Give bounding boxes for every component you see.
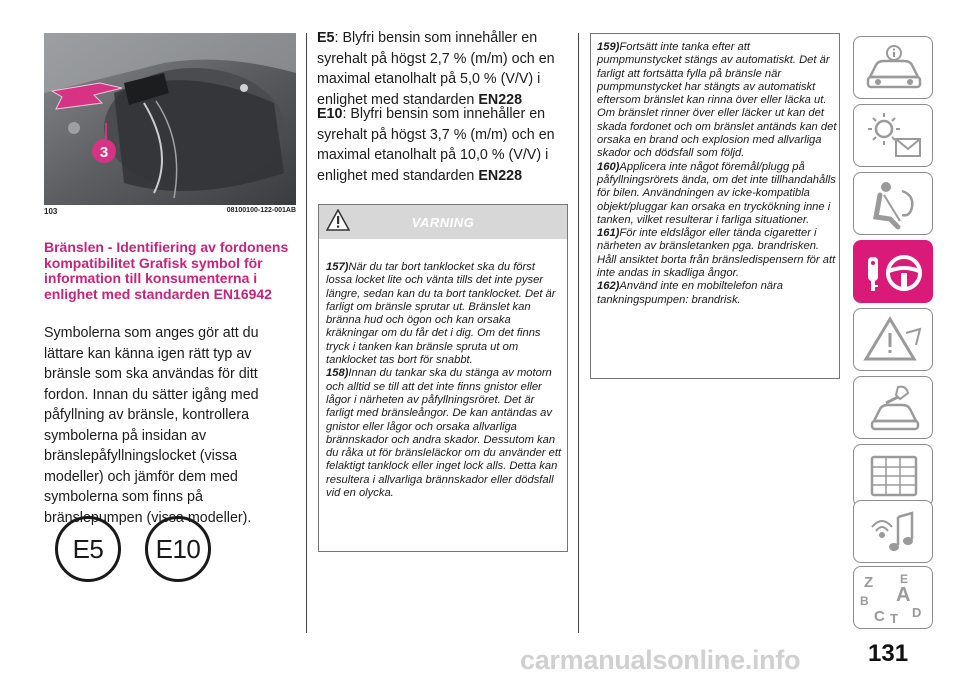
sidebar-tab-safety[interactable] [853,172,933,235]
spec-table-icon [854,445,934,508]
section-heading: Bränslen - Identifiering av fordonens kompatibilitet Grafisk symbol för information till konsumenterna i enlighet med standarden EN16942 [44,239,289,302]
warning-item-text: Innan du tankar ska du stänga av motorn och alltid se till att det inte finns gnistor eller lågor i närheten av påfyllningsröret. Det är farligt med bränsleångor. De kan antändas av gnistor eller lågor och orsaka allvarliga brännskador och andra skador. Dessutom kan du råka ut för bränsleläckor om du använder ett felaktigt tanklock eller inget lock alls. Detta kan resultera i allvarliga brännskador eller dödsfall vid en olycka. [326,367,562,500]
warning-item-text: När du tar bort tanklocket ska du först lossa locket lite och vänta tills det inte pyser längre, sedan kan du ta bort tanklocket. Det är farligt om bränsle sprutar ut. Bränslet kan bränna hud och ögon och kan orsaka kräkningar om du får det i dig. Om det finns tryck i tanken kan bränsle spruta ut om tanklocket tas bort för snabbt. [326,261,556,367]
e10-definition [317,104,569,186]
notes-box [590,33,840,379]
sidebar-tab-lights[interactable] [853,104,933,167]
figure-caption [44,207,296,219]
column-divider [306,33,307,633]
index-letter: B [860,594,869,608]
figure-code: 08100100-122-001AB [226,207,296,214]
index-letter: E [900,572,909,586]
figure-number: 103 [44,207,58,216]
fuel-symbols [40,516,220,586]
sidebar-tab-maintenance[interactable] [853,376,933,439]
intro-paragraph: Symbolerna som anges gör att du lättare kan känna igen rätt typ av bränsle som ska användas för ditt fordon. Innan du sätter igång med påfyllning av bränsle, kontrollera symbolerna på insidan av bränslepåfyllningslocket (vissa modeller) och jämför dem med symbolerna som finns på bränslepumpen (vissa modeller). [44,325,259,526]
warning-text [326,261,564,500]
lights-warning-icon [854,105,934,168]
watermark: carmanualsonline.info [520,645,801,675]
e5-symbol: E5 [55,516,121,582]
index-letter: C [874,608,885,625]
alphabetical-index-icon [854,567,934,630]
note-number: 162) [597,280,620,293]
key-steering-wheel-icon [854,241,934,304]
sidebar-tab-index[interactable] [853,566,933,629]
sidebar-tab-multimedia[interactable] [853,500,933,563]
note-text: Använd inte en mobiltelefon nära tankningspumpen: brandrisk. [597,280,783,306]
e5-description: : Blyfri bensin som innehåller en syrehalt på högst 2,7 % (m/m) och en maximal etanolhalt på 5,0 % (V/V) i enlighet med standarden [317,30,555,108]
sidebar-tab-emergency[interactable] [853,308,933,371]
e10-code: E10 [317,106,343,122]
note-number: 159) [597,41,620,53]
note-text: För inte eldslågor eller tända cigaretter i närheten av bränsletanken pga. brandrisken. Håll ansiktet borta från bränsledispensern för att inte andas in skadliga ångor. [597,227,836,280]
e5-code: E5 [317,30,335,46]
multimedia-icon [854,501,934,564]
warning-triangle-icon [854,309,934,372]
note-text: Applicera inte något föremål/plugg på påfyllningsrörets ända, om det inte tillhandahålls för bilen. Användningen av icke-kompatibla objekt/pluggar kan orsaka en tryckökning inne i tanken, vilket resulterar i farliga situationer. [597,160,836,226]
fuel-cap-photo [44,33,296,205]
column-divider [578,33,579,633]
note-text: Fortsätt inte tanka efter att pumpmunstycket stängs av automatiskt. Det är farligt att fortsätta fylla på bränsle när pumpmunstycket har stängts av automatiskt eftersom bränslet kan rinna över eller läcka ut. Om bränslet rinner över eller läcker ut kan det skada fordonet och om bränslet antänds kan det orsaka en brand och explosion med allvarliga skador och dödsfall som följd. [597,41,837,160]
warning-header [319,205,567,239]
warning-box [318,204,568,552]
e5-definition [317,28,569,110]
car-info-icon [854,37,934,100]
page-number: 131 [868,640,909,667]
warning-item-number: 157) [326,261,349,273]
sidebar-tab-starting-driving[interactable] [853,240,933,303]
index-letter: Z [864,574,874,591]
sidebar-tab-specifications[interactable] [853,444,933,507]
seat-airbag-icon [854,173,934,236]
e10-description: : Blyfri bensin som innehåller en syrehalt på högst 3,7 % (m/m) och en maximal etanolhalt på 10,0 % (V/V) i enlighet med standarden [317,106,555,184]
e10-symbol: E10 [145,516,211,582]
sidebar-tab-car-info[interactable] [853,36,933,99]
wrench-car-icon [854,377,934,440]
index-letter: A [896,584,911,606]
note-number: 160) [597,160,620,173]
index-letter: T [890,611,898,626]
warning-item-number: 158) [326,367,349,380]
e10-standard: EN228 [478,167,523,184]
warning-title: VARNING [411,215,475,230]
index-letter: D [912,605,922,620]
notes-text [597,41,837,307]
e5-standard: EN228 [478,91,523,108]
callout-number: 3 [99,144,109,161]
note-number: 161) [597,227,620,240]
